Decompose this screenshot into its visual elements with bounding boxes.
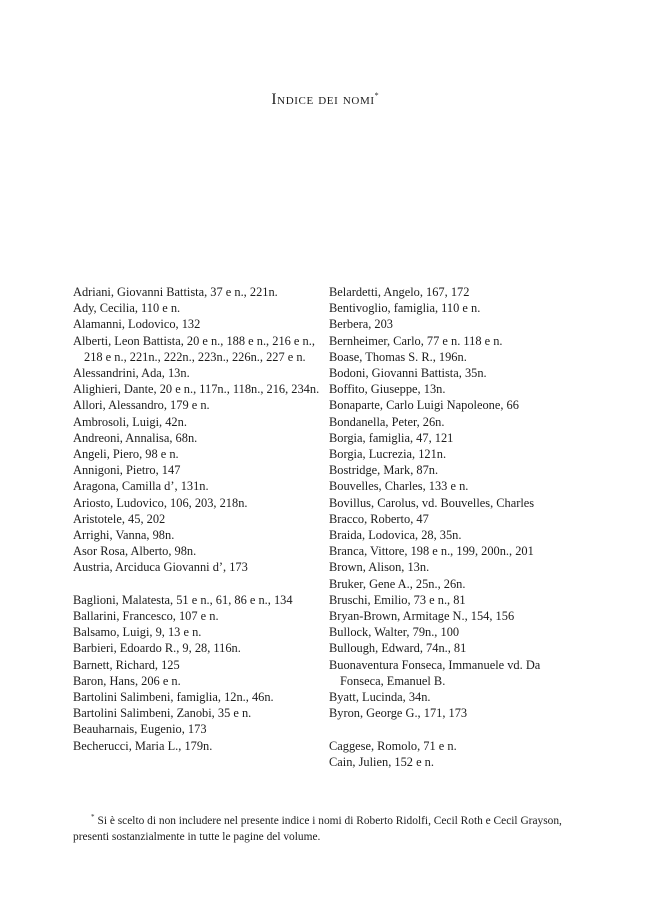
- title-text: Indice dei nomi: [271, 91, 375, 108]
- index-entry: Borgia, famiglia, 47, 121: [329, 430, 454, 445]
- footnote: [73, 809, 578, 845]
- index-entry: Brown, Alison, 13n.: [329, 560, 430, 575]
- index-entry: Bullock, Walter, 79n., 100: [329, 625, 460, 640]
- index-entry: Bartolini Salimbeni, Zanobi, 35 e n.: [73, 706, 252, 721]
- index-columns: [73, 284, 583, 770]
- index-entry: Byron, George G., 171, 173: [329, 706, 468, 721]
- index-entry: Allori, Alessandro, 179 e n.: [73, 398, 210, 413]
- index-entry: Bondanella, Peter, 26n.: [329, 414, 445, 429]
- index-entry: Ariosto, Ludovico, 106, 203, 218n.: [73, 495, 248, 510]
- footnote-marker: *: [91, 813, 95, 821]
- index-entry: Bernheimer, Carlo, 77 e n. 118 e n.: [329, 333, 503, 348]
- index-entry: Braida, Lodovica, 28, 35n.: [329, 528, 462, 543]
- index-entry: Balsamo, Luigi, 9, 13 e n.: [73, 625, 202, 640]
- index-entry: Adriani, Giovanni Battista, 37 e n., 221n.: [73, 285, 278, 299]
- index-entry: Annigoni, Pietro, 147: [73, 463, 181, 478]
- letter-group-gap: [73, 576, 329, 592]
- index-entry: Beauharnais, Eugenio, 173: [73, 722, 207, 737]
- index-entry: Buonaventura Fonseca, Immanuele vd. Da Fonseca, Emanuel B.: [329, 657, 541, 688]
- index-entry: Barnett, Richard, 125: [73, 657, 180, 672]
- index-entry: Austria, Arciduca Giovanni d’, 173: [73, 560, 248, 575]
- title-footnote-marker: *: [374, 91, 379, 100]
- index-entry: Becherucci, Maria L., 179n.: [73, 738, 213, 753]
- index-entry: Bovillus, Carolus, vd. Bouvelles, Charles: [329, 495, 535, 510]
- page-title: [0, 91, 650, 109]
- index-entry: Bouvelles, Charles, 133 e n.: [329, 479, 469, 494]
- index-entry: Bostridge, Mark, 87n.: [329, 463, 439, 478]
- index-entry: Bentivoglio, famiglia, 110 e n.: [329, 301, 481, 316]
- index-entry: Bruschi, Emilio, 73 e n., 81: [329, 592, 466, 607]
- index-entry: Borgia, Lucrezia, 121n.: [329, 447, 447, 462]
- index-entry: Bodoni, Giovanni Battista, 35n.: [329, 366, 487, 381]
- index-column-right: [329, 284, 583, 770]
- index-entry: Barbieri, Edoardo R., 9, 28, 116n.: [73, 641, 241, 656]
- index-entry: Bruker, Gene A., 25n., 26n.: [329, 576, 466, 591]
- index-entry: Bonaparte, Carlo Luigi Napoleone, 66: [329, 398, 519, 413]
- index-entry: Berbera, 203: [329, 317, 393, 332]
- letter-group-gap: [329, 721, 583, 737]
- index-entry: Caggese, Romolo, 71 e n.: [329, 738, 457, 753]
- index-entry: Angeli, Piero, 98 e n.: [73, 447, 179, 462]
- index-entry: Bracco, Roberto, 47: [329, 511, 429, 526]
- index-entry: Bryan-Brown, Armitage N., 154, 156: [329, 609, 515, 624]
- index-entry: Asor Rosa, Alberto, 98n.: [73, 544, 197, 559]
- index-entry: Ballarini, Francesco, 107 e n.: [73, 609, 219, 624]
- index-entry: Baron, Hans, 206 e n.: [73, 673, 181, 688]
- index-entry: Aristotele, 45, 202: [73, 511, 166, 526]
- index-entry: Ady, Cecilia, 110 e n.: [73, 301, 181, 316]
- index-entry: Andreoni, Annalisa, 68n.: [73, 430, 198, 445]
- index-entry: Boase, Thomas S. R., 196n.: [329, 349, 467, 364]
- index-entry: Bullough, Edward, 74n., 81: [329, 641, 467, 656]
- index-entry: Alighieri, Dante, 20 e n., 117n., 118n., 216, 234n.: [73, 382, 320, 397]
- index-entry: Alessandrini, Ada, 13n.: [73, 366, 190, 381]
- index-entry: Ambrosoli, Luigi, 42n.: [73, 414, 187, 429]
- index-entry: Belardetti, Angelo, 167, 172: [329, 285, 470, 299]
- index-entry: Boffito, Giuseppe, 13n.: [329, 382, 446, 397]
- index-entry: Byatt, Lucinda, 34n.: [329, 690, 431, 705]
- index-entry: Arrighi, Vanna, 98n.: [73, 528, 175, 543]
- footnote-text: Si è scelto di non includere nel presente indice i nomi di Roberto Ridolfi, Cecil Roth e Cecil Grayson, presenti sostanzialmente in tutte le pagine del volume.: [73, 815, 562, 843]
- index-column-left: [73, 284, 329, 770]
- index-entry: Cain, Julien, 152 e n.: [329, 754, 434, 769]
- index-entry: Alamanni, Lodovico, 132: [73, 317, 201, 332]
- index-entry: Alberti, Leon Battista, 20 e n., 188 e n., 216 e n., 218 e n., 221n., 222n., 223n., 226n., 227 e n.: [73, 333, 315, 364]
- index-entry: Bartolini Salimbeni, famiglia, 12n., 46n.: [73, 690, 274, 705]
- index-entry: Branca, Vittore, 198 e n., 199, 200n., 201: [329, 544, 534, 559]
- index-entry: Aragona, Camilla d’, 131n.: [73, 479, 209, 494]
- index-entry: Baglioni, Malatesta, 51 e n., 61, 86 e n., 134: [73, 592, 293, 607]
